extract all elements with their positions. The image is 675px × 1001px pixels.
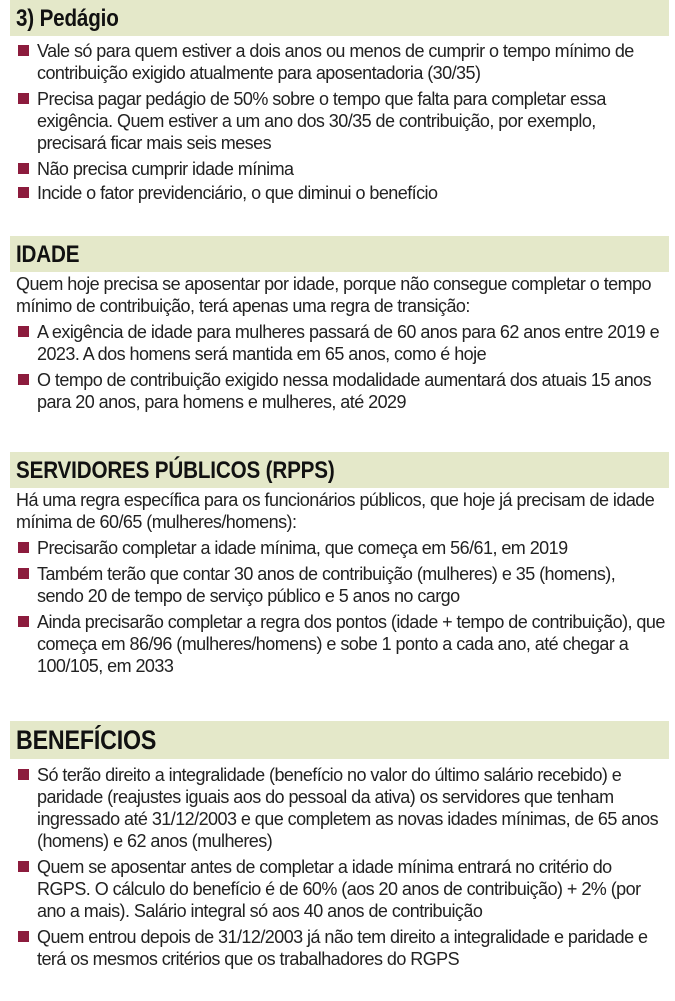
section-intro: Quem hoje precisa se aposentar por idade, porque não consegue completar o tempo mínimo de contribuição, terá apenas uma regra de transição: [16, 274, 651, 316]
bullet-text: Incide o fator previdenciário, o que diminui o benefício [37, 183, 438, 203]
bullet-item [16, 926, 665, 970]
section-title: SERVIDORES PÚBLICOS (RPPS) [16, 457, 335, 484]
bullet-item [16, 88, 665, 154]
bullet-item [16, 40, 665, 84]
bullet-text: Não precisa cumprir idade mínima [37, 159, 294, 179]
bullet-text: Só terão direito a integralidade (benefício no valor do último salário recebido) e paridade (reajustes iguais aos do pessoal da ativa) os servidores que tenham ingressado até 31/12/2003 e que completem as novas idades mínimas, de 65 anos (homens) e 62 anos (mulheres) [37, 765, 659, 851]
square-bullet-icon [18, 568, 29, 579]
section-header [10, 0, 669, 36]
square-bullet-icon [18, 326, 29, 337]
section-header [10, 452, 669, 488]
bullet-text: Vale só para quem estiver a dois anos ou menos de cumprir o tempo mínimo de contribuição exigido atualmente para aposentadoria (30/35) [37, 41, 634, 83]
bullet-text: Precisarão completar a idade mínima, que começa em 56/61, em 2019 [37, 538, 568, 558]
bullet-text: Quem entrou depois de 31/12/2003 já não tem direito a integralidade e paridade e terá os mesmos critérios que os trabalhadores do RGPS [37, 927, 648, 969]
section-title: IDADE [16, 241, 80, 268]
square-bullet-icon [18, 542, 29, 553]
bullet-text: Precisa pagar pedágio de 50% sobre o tempo que falta para completar essa exigência. Quem estiver a um ano dos 30/35 de contribuição, por exemplo, precisará ficar mais seis meses [37, 89, 606, 153]
square-bullet-icon [18, 374, 29, 385]
bullet-text: Também terão que contar 30 anos de contribuição (mulheres) e 35 (homens), sendo 20 de tempo de serviço público e 5 anos no cargo [37, 564, 616, 606]
bullet-item [16, 158, 665, 180]
bullet-text: Ainda precisarão completar a regra dos pontos (idade + tempo de contribuição), que começa em 86/96 (mulheres/homens) e sobe 1 ponto a cada ano, até chegar a 100/105, em 2033 [37, 612, 665, 676]
square-bullet-icon [18, 45, 29, 56]
bullet-item [16, 563, 665, 607]
section-intro: Há uma regra específica para os funcionários públicos, que hoje já precisam de idade mínima de 60/65 (mulheres/homens): [16, 490, 655, 532]
bullet-item [16, 611, 665, 677]
square-bullet-icon [18, 931, 29, 942]
square-bullet-icon [18, 93, 29, 104]
section-pedagio [0, 0, 675, 204]
square-bullet-icon [18, 163, 29, 174]
bullet-item [16, 537, 665, 559]
section-title: 3) Pedágio [16, 5, 119, 32]
square-bullet-icon [18, 187, 29, 198]
square-bullet-icon [18, 861, 29, 872]
bullet-text: O tempo de contribuição exigido nessa modalidade aumentará dos atuais 15 anos para 20 anos, para homens e mulheres, até 2029 [37, 370, 652, 412]
square-bullet-icon [18, 769, 29, 780]
section-header [10, 236, 669, 272]
bullet-text: Quem se aposentar antes de completar a idade mínima entrará no critério do RGPS. O cálculo do benefício é de 60% (aos 20 anos de contribuição) + 2% (por ano a mais). Salário integral só aos 40 anos de contribuição [37, 857, 641, 921]
square-bullet-icon [18, 616, 29, 627]
bullet-item [16, 369, 665, 413]
bullet-item [16, 182, 665, 204]
section-title: BENEFÍCIOS [16, 725, 157, 755]
section-servidores-publicos [0, 452, 675, 677]
section-header [10, 721, 669, 759]
bullet-item [16, 321, 665, 365]
bullet-item [16, 856, 665, 922]
section-beneficios [0, 721, 675, 970]
bullet-text: A exigência de idade para mulheres passará de 60 anos para 62 anos entre 2019 e 2023. A dos homens será mantida em 65 anos, como é hoje [37, 322, 660, 364]
section-idade [0, 236, 675, 413]
bullet-item [16, 764, 665, 852]
